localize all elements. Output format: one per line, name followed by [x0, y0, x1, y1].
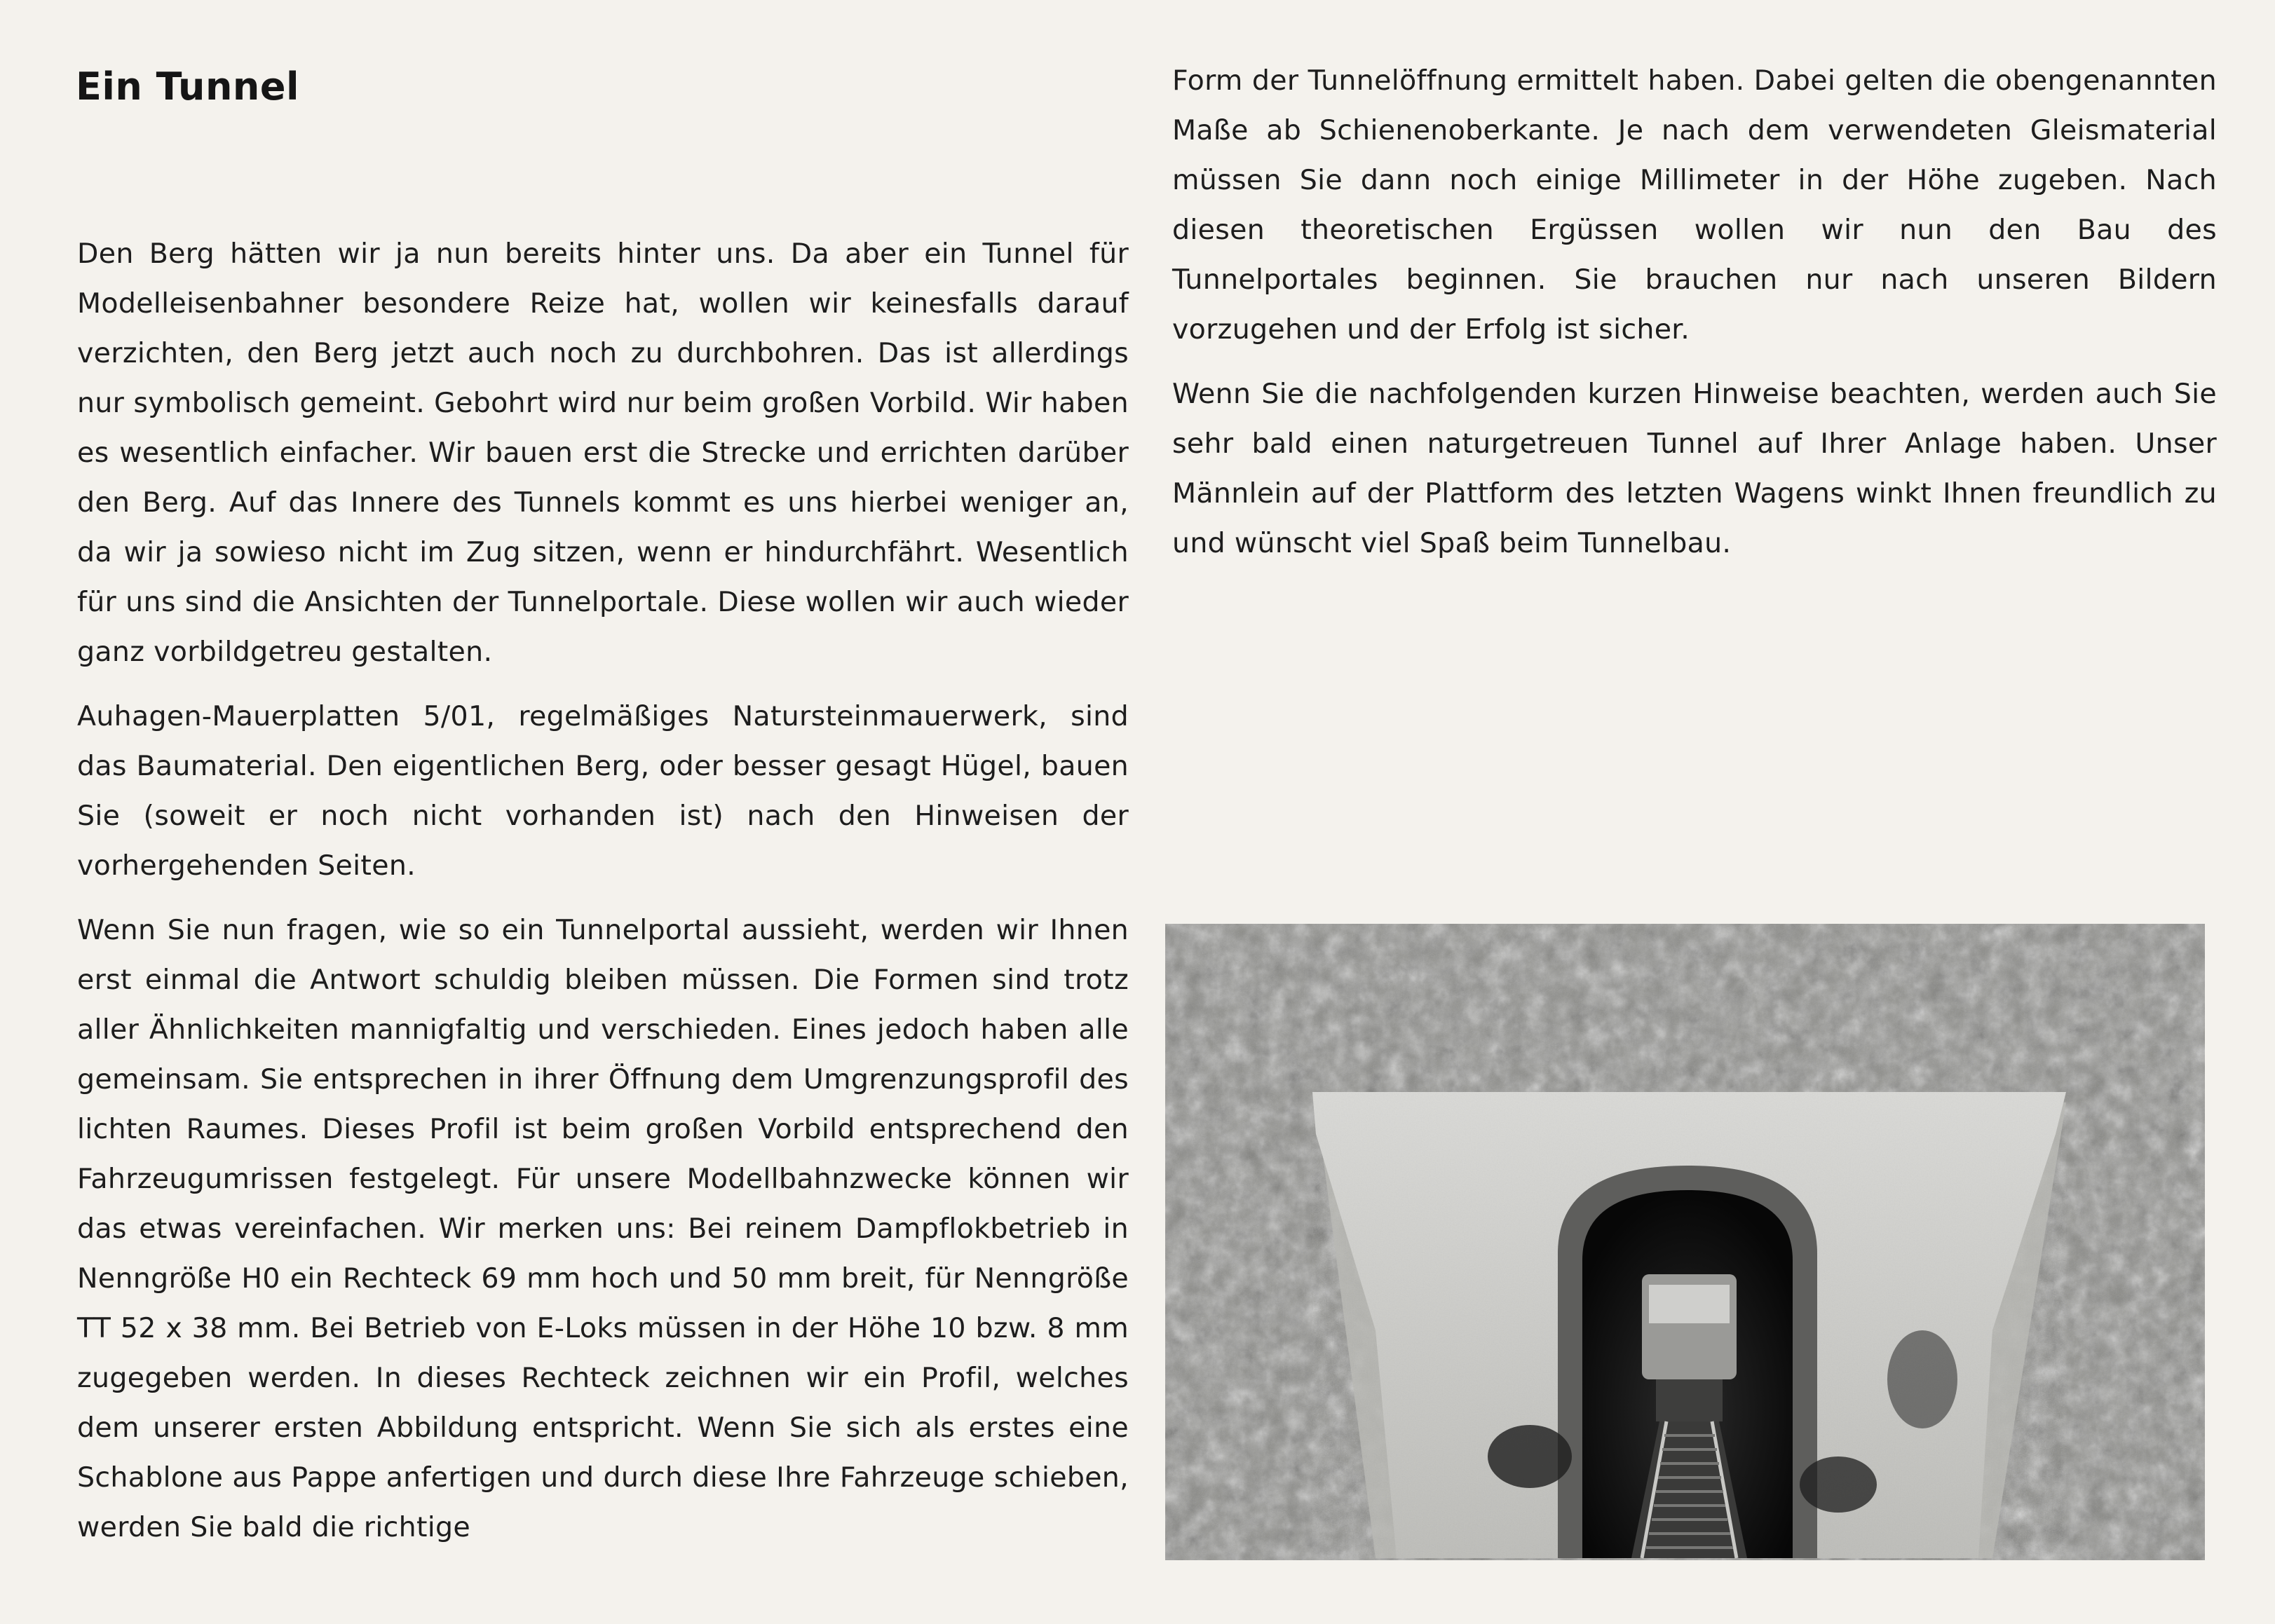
page-title: Ein Tunnel: [76, 64, 300, 109]
right-text-column: [1172, 56, 2217, 583]
paragraph: Den Berg hätten wir ja nun bereits hinter uns. Da aber ein Tunnel für Modelleisenbahner besondere Reize hat, wollen wir keinesfalls darauf verzichten, den Berg jetzt auch noch zu durchbohren. Das ist allerdings nur symbolisch gemeint. Gebohrt wird nur beim großen Vorbild. Wir haben es wesentlich einfacher. Wir bauen erst die Strecke und errichten darüber den Berg. Auf das Innere des Tunnels kommt es uns hierbei weniger an, da wir ja sowieso nicht im Zug sitzen, wenn er hindurchfährt. Wesentlich für uns sind die Ansichten der Tunnelportale. Diese wollen wir auch wieder ganz vorbildgetreu gestalten.: [77, 238, 1129, 668]
tunnel-photo-illustration: [1165, 924, 2205, 1560]
tunnel-portal-photo: [1165, 924, 2205, 1560]
paragraph: Auhagen-Mauerplatten 5/01, regelmäßiges Natursteinmauerwerk, sind das Baumaterial. Den eigentlichen Berg, oder besser gesagt Hügel, bauen Sie (soweit er noch nicht vorhanden ist) nach den Hinweisen der vorhergehenden Seiten.: [77, 700, 1129, 882]
paragraph: Form der Tunnelöffnung ermittelt haben. Dabei gelten die obengenannten Maße ab Schienenoberkante. Je nach dem verwendeten Gleismaterial müssen Sie dann noch einige Millimeter in der Höhe zugeben. Nach diesen theoretischen Ergüssen wollen wir nun den Bau des Tunnelportales beginnen. Sie brauchen nur nach unseren Bildern vorzugehen und der Erfolg ist sicher.: [1172, 64, 2217, 346]
paragraph: Wenn Sie nun fragen, wie so ein Tunnelportal aussieht, werden wir Ihnen erst einmal die Antwort schuldig bleiben müssen. Die Formen sind trotz aller Ähnlichkeiten mannigfaltig und verschieden. Eines jedoch haben alle gemeinsam. Sie entsprechen in ihrer Öffnung dem Umgrenzungsprofil des lichten Raumes. Dieses Profil ist beim großen Vorbild entsprechend den Fahrzeugumrissen festgelegt. Für unsere Modellbahnzwecke können wir das etwas vereinfachen. Wir merken uns: Bei reinem Dampflokbetrieb in Nenngröße H0 ein Rechteck 69 mm hoch und 50 mm breit, für Nenngröße TT 52 x 38 mm. Bei Betrieb von E-Loks müssen in der Höhe 10 bzw. 8 mm zugegeben werden. In dieses Rechteck zeichnen wir ein Profil, welches dem unserer ersten Abbildung entspricht. Wenn Sie sich als erstes eine Schablone aus Pappe anfertigen und durch diese Ihre Fahrzeuge schieben, werden Sie bald die richtige: [77, 914, 1129, 1543]
left-text-column: [77, 229, 1129, 1567]
paragraph: Wenn Sie die nachfolgenden kurzen Hinweise beachten, werden auch Sie sehr bald einen naturgetreuen Tunnel auf Ihrer Anlage haben. Unser Männlein auf der Plattform des letzten Wagens winkt Ihnen freundlich zu und wünscht viel Spaß beim Tunnelbau.: [1172, 378, 2217, 559]
